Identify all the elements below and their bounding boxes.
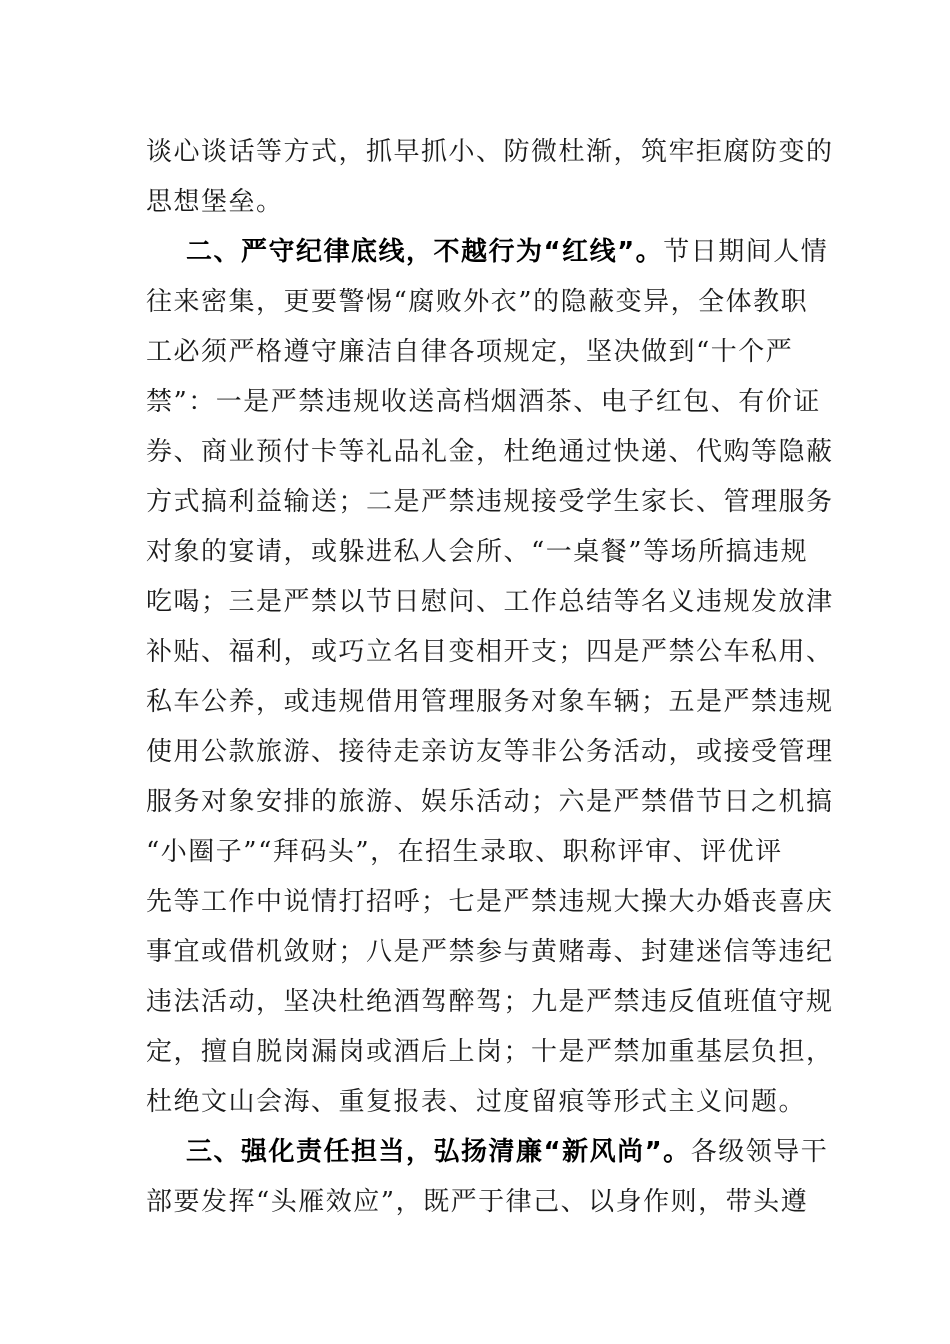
- section-three-heading: 三、强化责任担当，弘扬清廉“新风尚”。: [186, 1137, 691, 1167]
- body-text-inline: 节日期间人情: [663, 237, 829, 267]
- body-text-line: “小圈子”“拜码头”，在招生录取、职称评审、评优评: [146, 837, 783, 867]
- body-text-line: 违法活动，坚决杜绝酒驾醉驾；九是严禁违反值班值守规: [146, 987, 834, 1017]
- body-text-line: 对象的宴请，或躲进私人会所、“一桌餐”等场所搞违规: [146, 537, 809, 567]
- body-text-line: 禁”：一是严禁违规收送高档烟酒茶、电子红包、有价证: [146, 387, 821, 417]
- body-text-line: 方式搞利益输送；二是严禁违规接受学生家长、管理服务: [146, 487, 834, 517]
- body-text-line: 服务对象安排的旅游、娱乐活动；六是严禁借节日之机搞: [146, 787, 834, 817]
- body-text-line: 往来密集，更要警惕“腐败外衣”的隐蔽变异，全体教职: [146, 287, 809, 317]
- body-text-line: 杜绝文山会海、重复报表、过度留痕等形式主义问题。: [146, 1087, 807, 1117]
- body-text-line: 补贴、福利，或巧立名目变相开支；四是严禁公车私用、: [146, 637, 834, 667]
- body-text-line: 思想堡垒。: [146, 187, 284, 217]
- body-text-line: 吃喝；三是严禁以节日慰问、工作总结等名义违规发放津: [146, 587, 834, 617]
- body-text-line: 私车公养，或违规借用管理服务对象车辆；五是严禁违规: [146, 687, 834, 717]
- body-text-line: 部要发挥“头雁效应”，既严于律己、以身作则，带头遵: [146, 1187, 809, 1217]
- body-text-line: 工必须严格遵守廉洁自律各项规定，坚决做到“十个严: [146, 337, 794, 367]
- section-two-heading: 二、严守纪律底线，不越行为“红线”。: [186, 237, 664, 267]
- section-two-paragraph-start: [186, 232, 828, 272]
- body-text-line: 券、商业预付卡等礼品礼金，杜绝通过快递、代购等隐蔽: [146, 437, 834, 467]
- body-text-line: 事宜或借机敛财；八是严禁参与黄赌毒、封建迷信等违纪: [146, 937, 834, 967]
- body-text-line: 使用公款旅游、接待走亲访友等非公务活动，或接受管理: [146, 737, 834, 767]
- body-text-inline: 各级领导干: [690, 1137, 829, 1167]
- section-three-paragraph-start: [186, 1132, 828, 1172]
- body-text-line: 先等工作中说情打招呼；七是严禁违规大操大办婚丧喜庆: [146, 887, 834, 917]
- body-text-line: 谈心谈话等方式，抓早抓小、防微杜渐，筑牢拒腐防变的: [146, 137, 834, 167]
- body-text-line: 定，擅自脱岗漏岗或酒后上岗；十是严禁加重基层负担，: [146, 1037, 834, 1067]
